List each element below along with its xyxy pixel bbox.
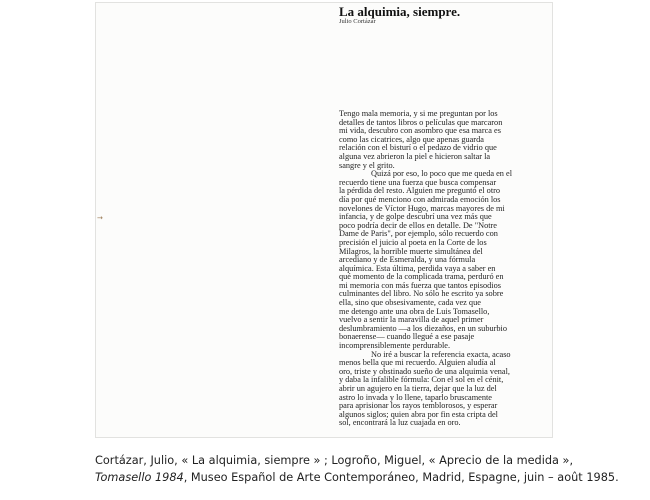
text-line: infancia, y de golpe descubrí una vez más que <box>339 212 492 222</box>
text-line: poco podría decir de ellos en detalle. De "Notre <box>339 220 497 230</box>
text-line: Tengo mala memoria, y si me preguntan por los <box>339 109 498 118</box>
text-line: sol, encontrará la luz cuajada en oro. <box>339 418 461 428</box>
text-line: sangre y el grito. <box>339 160 395 170</box>
text-line: la pérdida del resto. Alguien me preguntó el otro <box>339 186 501 196</box>
text-line: No iré a buscar la referencia exacta, acaso <box>371 349 511 359</box>
text-line: incomprensiblemente perdurable. <box>339 341 451 351</box>
document-author: Julio Cortázar <box>339 18 376 25</box>
text-line: deslumbramiento —a los diezaños, en un suburbio <box>339 323 507 333</box>
text-line: culminantes del libro. No sólo he escrito ya sobre <box>339 289 504 299</box>
text-line: día por qué menciono con admirada emoción los <box>339 194 501 204</box>
text-line: Dame de Paris", por ejemplo, sólo recuerdo con <box>339 229 498 239</box>
text-line: qué momento de la complicada trama, perduró en <box>339 272 504 282</box>
text-line: abrir un agujero en la tierra, dejar que la luz del <box>339 384 497 393</box>
text-line: alguna vez abrieron la piel e hicieron saltar la <box>339 151 491 161</box>
document-body-text <box>339 110 539 428</box>
text-line: relación con el bisturí o el pedazo de vidrio que <box>339 143 497 153</box>
margin-arrow-icon: → <box>97 214 103 222</box>
text-line: novelones de Víctor Hugo, marcas mayores de mi <box>339 203 505 213</box>
text-line: menos bella que mi recuerdo. Alguien aludía al <box>339 358 496 368</box>
scanned-document-page <box>95 2 553 438</box>
caption-line-2-rest: , Museo Español de Arte Contemporáneo, Madrid, Espagne, juin – août 1985. <box>183 471 619 484</box>
text-line: ella, sino que obsesivamente, cada vez que <box>339 298 481 308</box>
caption-line-2 <box>95 469 645 486</box>
text-line: Milagros, la horrible muerte simultánea del <box>339 246 483 256</box>
caption-book-title: Tomasello 1984 <box>95 471 184 484</box>
text-line: recuerdo tiene una fuerza que busca compensar <box>339 177 497 187</box>
document-title: La alquimia, siempre. <box>339 4 461 19</box>
text-line: me detengo ante una obra de Luis Tomasello, <box>339 306 490 316</box>
text-line: bonaerense— cuando llegué a ese pasaje <box>339 332 475 342</box>
text-line: Quizá por eso, lo poco que me queda en el <box>371 169 512 179</box>
image-caption <box>95 452 645 486</box>
text-line: arcediano y de Esmeralda, y una fórmula <box>339 255 476 265</box>
text-line: como las cicatrices, algo que apenas guarda <box>339 134 484 144</box>
text-line: algunos siglos; quien abra por fin esta cripta del <box>339 409 498 419</box>
text-line: para aprisionar los rayos temblorosos, y esperar <box>339 401 498 411</box>
text-line: astro lo invada y lo llene, taparlo bruscamente <box>339 392 492 402</box>
text-line: mi memoria con más fuerza que tantos episodios <box>339 280 501 290</box>
text-line: oro, triste y obstinado sueño de una alquimia venal, <box>339 366 510 376</box>
text-line: detalles de tantos libros o películas que marcaron <box>339 117 503 127</box>
text-line: vuelvo a sentir la maravilla de aquel primer <box>339 315 484 325</box>
text-line: alquímica. Esta última, perdida vaya a saber en <box>339 263 496 273</box>
text-line: y daba la infalible fórmula: Con el sol en el cénit, <box>339 375 504 385</box>
text-line: precisión el juicio al poeta en la Corte de los <box>339 237 487 247</box>
caption-line-1: Cortázar, Julio, « La alquimia, siempre » ; Logroño, Miguel, « Aprecio de la medida », <box>95 454 574 467</box>
text-line: mi vida, descubro con asombro que esa marca es <box>339 126 501 136</box>
